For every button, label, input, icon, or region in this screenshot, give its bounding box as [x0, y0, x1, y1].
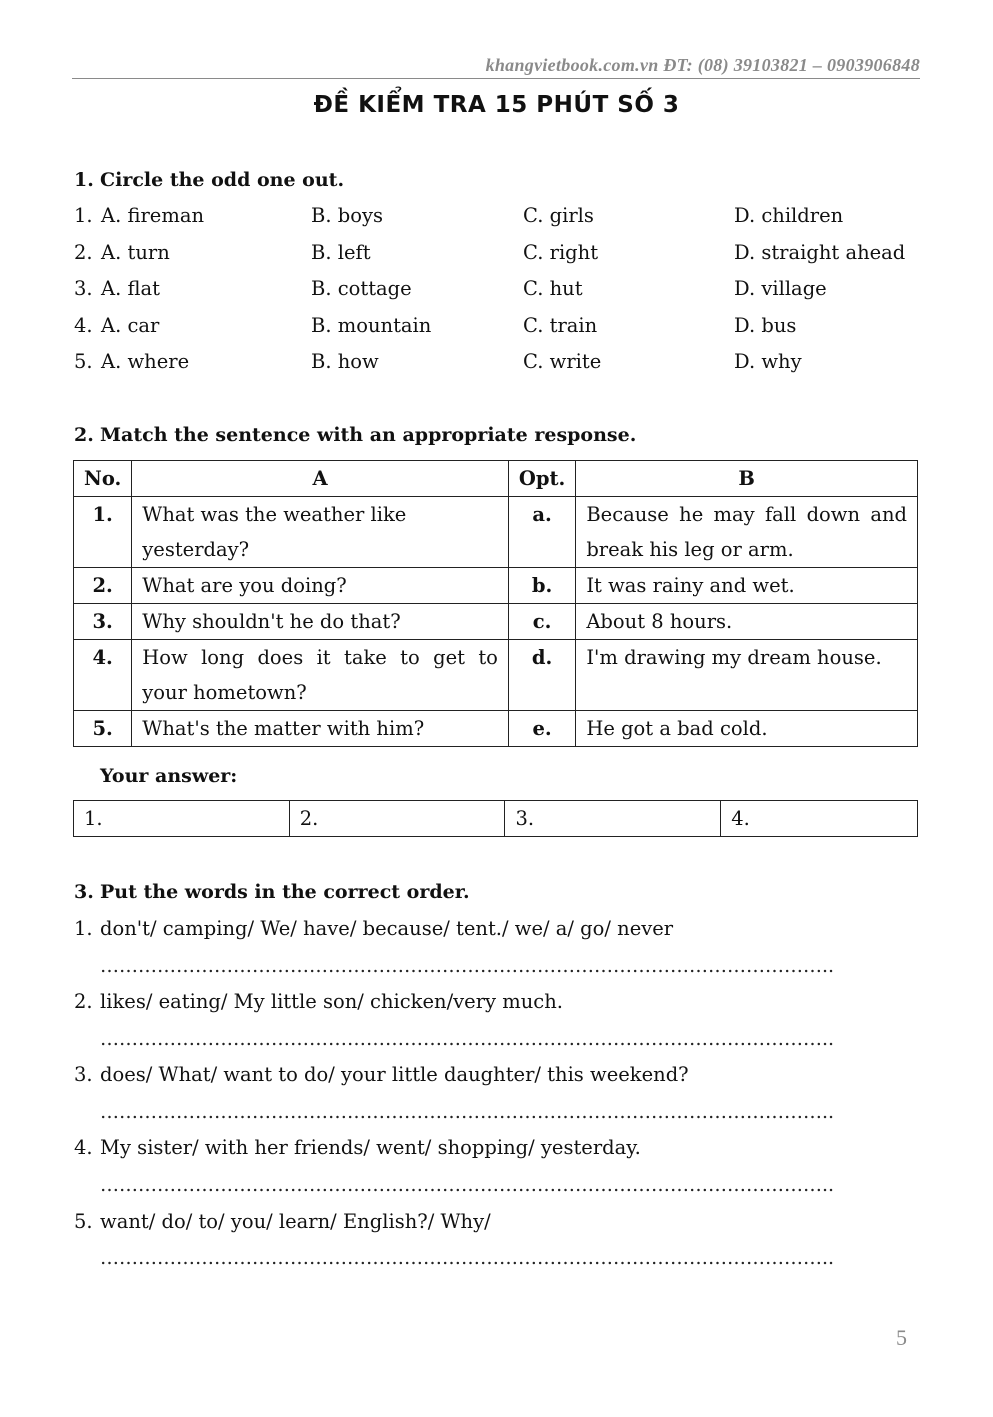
row-number: 3.	[74, 604, 132, 640]
sentence-a: What was the weather like yesterday?	[132, 497, 509, 568]
option-b[interactable]: B. cottage	[311, 277, 412, 300]
item-number: 4.	[74, 314, 93, 337]
scrambled-words: My sister/ with her friends/ went/ shopping/ yesterday.	[100, 1136, 641, 1159]
column-header-b: B	[576, 461, 918, 497]
reorder-item	[74, 1136, 641, 1159]
option-a[interactable]: A. fireman	[101, 204, 205, 227]
scrambled-words: does/ What/ want to do/ your little daughter/ this weekend?	[100, 1063, 689, 1086]
item-number: 2.	[74, 241, 93, 264]
page-number: 5	[896, 1325, 907, 1350]
section-1-title	[74, 169, 344, 191]
option-c[interactable]: C. girls	[523, 204, 594, 227]
option-d[interactable]: D. straight ahead	[734, 241, 906, 264]
response-b: It was rainy and wet.	[576, 568, 918, 604]
option-a[interactable]: A. turn	[101, 241, 170, 264]
column-header-a: A	[132, 461, 509, 497]
option-d[interactable]: D. children	[734, 204, 844, 227]
section-1-heading: Circle the odd one out.	[100, 169, 345, 191]
sentence-a: What are you doing?	[132, 568, 509, 604]
option-letter: a.	[508, 497, 575, 568]
option-a[interactable]: A. flat	[101, 277, 160, 300]
option-a[interactable]: A. car	[101, 314, 160, 337]
row-number: 5.	[74, 711, 132, 747]
scrambled-words: likes/ eating/ My little son/ chicken/very much.	[100, 990, 563, 1013]
answer-line[interactable]: ……………………………………………………………………………………………………..	[100, 1174, 835, 1196]
column-header-opt: Opt.	[508, 461, 575, 497]
item-number: 5.	[74, 350, 93, 373]
row-number: 4.	[74, 640, 132, 711]
option-b[interactable]: B. boys	[311, 204, 383, 227]
option-a[interactable]: A. where	[101, 350, 190, 373]
table-row	[74, 711, 918, 747]
option-d[interactable]: D. why	[734, 350, 802, 373]
item-number: 3.	[74, 1063, 93, 1086]
option-b[interactable]: B. left	[311, 241, 371, 264]
option-d[interactable]: D. bus	[734, 314, 797, 337]
option-c[interactable]: C. hut	[523, 277, 583, 300]
response-b: Because he may fall down and break his leg or arm.	[576, 497, 918, 568]
matching-table	[73, 460, 918, 747]
table-row	[74, 640, 918, 711]
item-number: 4.	[74, 1136, 93, 1159]
section-2-title	[74, 424, 636, 446]
response-b: He got a bad cold.	[576, 711, 918, 747]
page-header: khangvietbook.com.vn ĐT: (08) 39103821 – 0903906848	[485, 55, 920, 75]
reorder-item	[74, 990, 563, 1013]
answer-cell[interactable]: 2.	[289, 801, 505, 837]
section-1-number: 1.	[74, 169, 94, 191]
item-number: 2.	[74, 990, 93, 1013]
item-number: 1.	[74, 917, 93, 940]
answer-table	[73, 800, 918, 837]
answer-cell[interactable]: 1.	[74, 801, 290, 837]
option-letter: c.	[508, 604, 575, 640]
section-3-number: 3.	[74, 881, 94, 903]
page-title: ĐỀ KIỂM TRA 15 PHÚT SỐ 3	[313, 92, 680, 118]
sentence-a: How long does it take to get to your hometown?	[132, 640, 509, 711]
answer-cell[interactable]: 4.	[721, 801, 918, 837]
answer-line[interactable]: ……………………………………………………………………………………………………..	[100, 1247, 835, 1269]
sentence-a: What's the matter with him?	[132, 711, 509, 747]
sentence-a: Why shouldn't he do that?	[132, 604, 509, 640]
option-d[interactable]: D. village	[734, 277, 827, 300]
item-number: 1.	[74, 204, 93, 227]
answer-cell[interactable]: 3.	[505, 801, 721, 837]
table-row	[74, 604, 918, 640]
section-2-heading: Match the sentence with an appropriate response.	[100, 424, 637, 446]
table-row	[74, 497, 918, 568]
answer-line[interactable]: ……………………………………………………………………………………………………..	[100, 1101, 835, 1123]
table-row	[74, 568, 918, 604]
option-c[interactable]: C. train	[523, 314, 598, 337]
reorder-item	[74, 1210, 491, 1233]
option-letter: d.	[508, 640, 575, 711]
option-c[interactable]: C. right	[523, 241, 599, 264]
answer-line[interactable]: ……………………………………………………………………………………………………..	[100, 955, 835, 977]
response-b: About 8 hours.	[576, 604, 918, 640]
scrambled-words: don't/ camping/ We/ have/ because/ tent./ we/ a/ go/ never	[100, 917, 674, 940]
scrambled-words: want/ do/ to/ you/ learn/ English?/ Why/	[100, 1210, 491, 1233]
response-b: I'm drawing my dream house.	[576, 640, 918, 711]
column-header-no: No.	[74, 461, 132, 497]
reorder-item	[74, 917, 673, 940]
table-header-row	[74, 461, 918, 497]
option-c[interactable]: C. write	[523, 350, 602, 373]
option-letter: b.	[508, 568, 575, 604]
option-b[interactable]: B. mountain	[311, 314, 432, 337]
option-letter: e.	[508, 711, 575, 747]
your-answer-label: Your answer:	[100, 765, 238, 787]
row-number: 2.	[74, 568, 132, 604]
section-3-heading: Put the words in the correct order.	[100, 881, 470, 903]
item-number: 5.	[74, 1210, 93, 1233]
option-b[interactable]: B. how	[311, 350, 379, 373]
header-divider	[72, 78, 920, 79]
row-number: 1.	[74, 497, 132, 568]
reorder-item	[74, 1063, 689, 1086]
section-2-number: 2.	[74, 424, 94, 446]
item-number: 3.	[74, 277, 93, 300]
section-3-title	[74, 881, 470, 903]
answer-line[interactable]: ……………………………………………………………………………………………………..	[100, 1028, 835, 1050]
